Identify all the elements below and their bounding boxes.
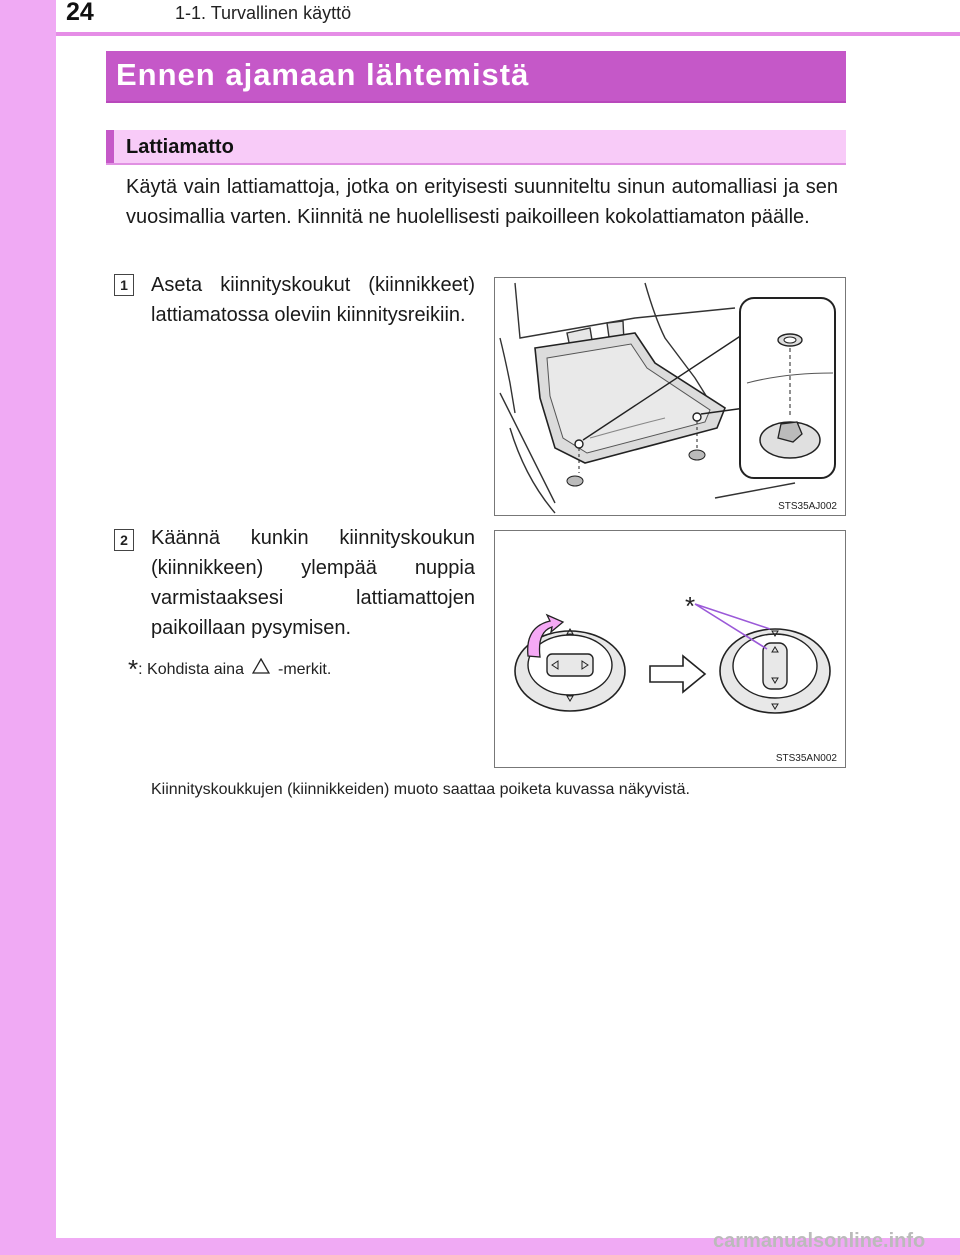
page-title: Ennen ajamaan lähtemistä [116, 57, 530, 92]
intro-paragraph: Käytä vain lattiamattoja, jotka on erityisesti suunniteltu sinun automalliasi ja sen vuosimallia varten. Kiinnitä ne huolellisesti paikoilleen kokolattiamaton päälle. [126, 176, 838, 228]
floor-mat-illustration [495, 278, 845, 515]
page-number: 24 [66, 0, 94, 26]
section-reference: 1-1. Turvallinen käyttö [175, 3, 352, 23]
side-band [0, 0, 56, 1255]
hook-rotation-illustration [495, 531, 845, 767]
footnote [128, 650, 332, 684]
subtitle-bar [106, 130, 846, 165]
figure-1-code: STS35AJ002 [778, 501, 837, 512]
shape-note: Kiinnityskoukkujen (kiinnikkeiden) muoto saattaa poiketa kuvassa näkyvistä. [151, 781, 690, 798]
subtitle: Lattiamatto [126, 136, 234, 158]
figure-star: * [685, 591, 696, 621]
footnote-star: * [128, 654, 139, 684]
header-rule [56, 32, 960, 36]
triangle-mark-icon [252, 658, 270, 679]
step-2-badge: 2 [114, 529, 134, 551]
figure-hook-rotation [494, 530, 846, 768]
figure-floor-mat [494, 277, 846, 516]
footnote-text-after: -merkit. [277, 661, 332, 678]
step-1-text: Aseta kiinnityskoukut (kiinnikkeet) lattiamatossa oleviin kiinnitysreikiin. [151, 274, 475, 326]
step-1-badge: 1 [114, 274, 134, 296]
step-2-text: Käännä kunkin kiinnityskoukun (kiinnikkeen) ylempää nuppia varmistaaksesi lattiamattojen paikoillaan pysymisen. [151, 527, 475, 639]
title-bar [106, 51, 846, 103]
footnote-text-before: : Kohdista aina [138, 661, 244, 678]
subtitle-accent [106, 130, 114, 163]
figure-2-code: STS35AN002 [775, 753, 837, 764]
watermark: carmanualsonline.info [713, 1230, 926, 1252]
